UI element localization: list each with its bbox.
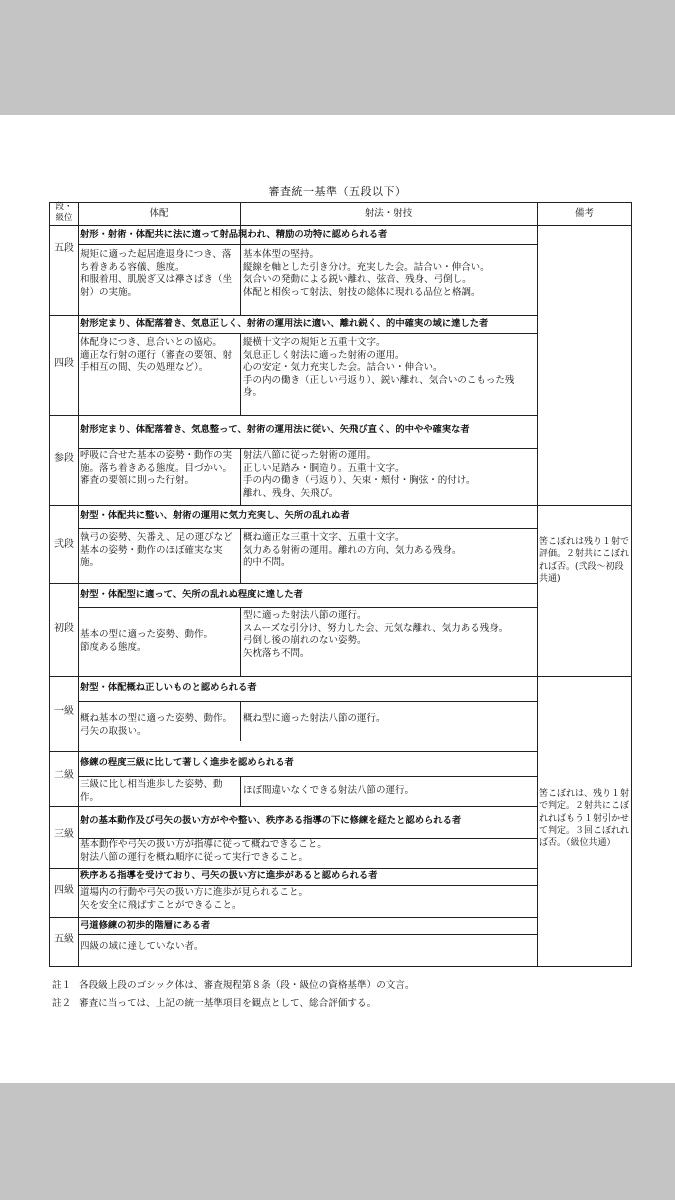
rank-standard: 射形定まり、体配落着き、気息整って、射術の運用法に従い、矢飛び直く、的中やや確実な者 [80, 424, 470, 435]
technique-cell: 縦横十文字の規矩と五重十文字。 気息正しく射法に適った射術の運用。 心の安定・気力充実した会。詰合い・伸合い。 手の内の働き（正しい弓返り）、鋭い離れ、気合いのこもった残身。 [243, 337, 515, 399]
footnotes [52, 977, 642, 1013]
rank-standard: 射形・射術・体配共に法に適って射品現われ、精励の功特に認められる者 [80, 229, 388, 240]
row-divider [78, 528, 537, 529]
rank-standard: 射の基本動作及び弓矢の扱い方がやや整い、秩序ある指導の下に修練を経たと認められる者 [80, 815, 462, 826]
header-physique: 体配 [149, 208, 169, 219]
rank-label: 一級 [54, 706, 74, 717]
col-divider [537, 203, 538, 967]
row-divider [78, 607, 537, 608]
footnote-text: 審査に当っては、上記の統一基準項目を観点として、総合評価する。 [79, 998, 377, 1009]
rank-label: 三級 [54, 829, 74, 840]
row-divider [78, 885, 537, 886]
footnote-label: 註１ [52, 980, 72, 991]
document-title: 審査統一基準（五段以下） [268, 185, 407, 198]
footnote-text: 各段級上段のゴシック体は、審査規程第８条（段・級位の資格基準）の文言。 [79, 980, 415, 991]
remarks-note: 筈こぼれは残り１射で評価。２射共にこぼれれば否。(弐段～初段共通) [539, 537, 630, 584]
row-divider [50, 806, 537, 807]
row-divider [50, 676, 632, 677]
rank-standard: 射形定まり、体配落着き、気息正しく、射術の運用法に適い、離れ鋭く、的中確実の域に達した者 [80, 318, 489, 329]
row-divider [50, 415, 537, 416]
rank-standard: 射型・体配型に適って、矢所の乱れぬ程度に達した者 [80, 589, 303, 600]
combined-cell: 基本動作や弓矢の扱い方が指導に従って概ねできること。 射法八節の運行を概ね順序に従って実行できること。 [80, 839, 327, 863]
physique-cell: 基本の型に適った姿勢、動作。 節度ある態度。 [80, 629, 214, 653]
col-divider [78, 203, 79, 967]
header-rank: 段・ 級位 [55, 202, 73, 223]
technique-cell: 概ね適正な三重十文字、五重十文字。 気力ある射術の運用。離れの方向、気力ある残身。 的中不問。 [243, 532, 462, 569]
technique-cell: ほぼ間違いなくできる射法八節の運行。 [243, 785, 415, 796]
row-divider [50, 917, 537, 918]
row-divider [50, 505, 632, 506]
technique-cell: 概ね型に適った射法八節の運行。 [243, 713, 386, 724]
rank-standard: 射型・体配概ね正しいものと認められる者 [80, 682, 257, 693]
footnote-label: 註２ [52, 998, 72, 1009]
col-divider [240, 448, 241, 505]
rank-standard: 修練の程度三級に比して著しく進歩を認められる者 [80, 757, 294, 768]
technique-cell: 射法八節に従った射術の運用。 正しい足踏み・胴造り。五重十文字。 手の内の働き（弓返り）、矢束・頬付・胸弦・的付け。 離れ、残身、矢飛び。 [243, 450, 476, 499]
rank-label: 弐段 [54, 539, 74, 550]
document-page [0, 115, 675, 1083]
rank-standard: 秩序ある指導を受けており、弓矢の扱い方に進歩があると認められる者 [80, 870, 378, 881]
footnote [52, 995, 642, 1013]
row-divider [50, 751, 537, 752]
rank-label: 二級 [54, 770, 74, 781]
row-divider [78, 333, 537, 334]
row-divider [78, 776, 537, 777]
rank-label: 参段 [54, 453, 74, 464]
physique-cell: 執弓の姿勢、矢番え、足の運びなど基本の姿勢・動作のほぼ確実な実施。 [80, 532, 233, 569]
rank-label: 五級 [54, 934, 74, 945]
rank-label: 初段 [54, 623, 74, 634]
physique-cell: 規矩に適った起居進退身につき、落ち着きある容儀、態度。 和服着用、肌脱ぎ又は襷さばき（坐射）の実施。 [80, 249, 233, 298]
physique-cell: 体配身につき、息合いとの協応。 適正な行射の運行（審査の要領、射手相互の間、失の処理など）。 [80, 337, 233, 374]
rank-label: 四級 [54, 885, 74, 896]
technique-cell: 型に適った射法八節の運行。 スムーズな引分け、努力した会、元気な離れ、気力ある残身。 弓倒し後の崩れのない姿勢。 矢枕落ち不問。 [243, 610, 509, 659]
row-divider [78, 448, 537, 449]
row-divider [50, 225, 632, 226]
row-divider [50, 583, 537, 584]
header-remarks: 備考 [574, 208, 594, 219]
col-divider [240, 701, 241, 741]
rank-label: 五段 [54, 243, 74, 254]
physique-cell: 三級に比し相当進歩した姿勢、動作。 [80, 779, 223, 803]
col-divider [240, 776, 241, 806]
header-technique: 射法・射技 [364, 208, 413, 219]
remarks-note: 筈こぼれは、残り１射で判定。２射共にこぼれればもう１射引かせて判定。３回こぼれれば否。（級位共通） [539, 789, 630, 849]
rank-label: 四段 [54, 358, 74, 369]
rank-standard: 弓道修練の初歩的階層にある者 [80, 920, 211, 931]
physique-cell: 概ね基本の型に適った姿勢、動作。弓矢の取扱い。 [80, 713, 233, 737]
row-divider [50, 315, 537, 316]
col-divider [240, 528, 241, 583]
col-divider [240, 607, 241, 676]
col-divider [240, 333, 241, 415]
technique-cell: 基本体型の堅持。 縦線を軸とした引き分け。充実した会。詰合い・伸合い。 気合いの発動による鋭い離れ、弦音、残身、弓倒し。 体配と相俟って射法、射技の総体に現れる品位と格調。 [243, 249, 490, 298]
footnote [52, 977, 642, 995]
row-divider [78, 934, 537, 935]
physique-cell: 呼吸に合せた基本の姿勢・動作の実施。落ち着きある態度。目づかい。 審査の要領に則った行射。 [80, 450, 233, 487]
combined-cell: 四級の域に達していない者。 [80, 941, 204, 952]
row-divider [78, 701, 537, 702]
combined-cell: 道場内の行動や弓矢の扱い方に進歩が見られること。 矢を安全に飛ばすことができること。 [80, 887, 309, 911]
criteria-table [49, 202, 632, 967]
row-divider [78, 244, 537, 245]
rank-standard: 射型・体配共に整い、射術の運用に気力充実し、矢所の乱れぬ者 [80, 510, 350, 521]
